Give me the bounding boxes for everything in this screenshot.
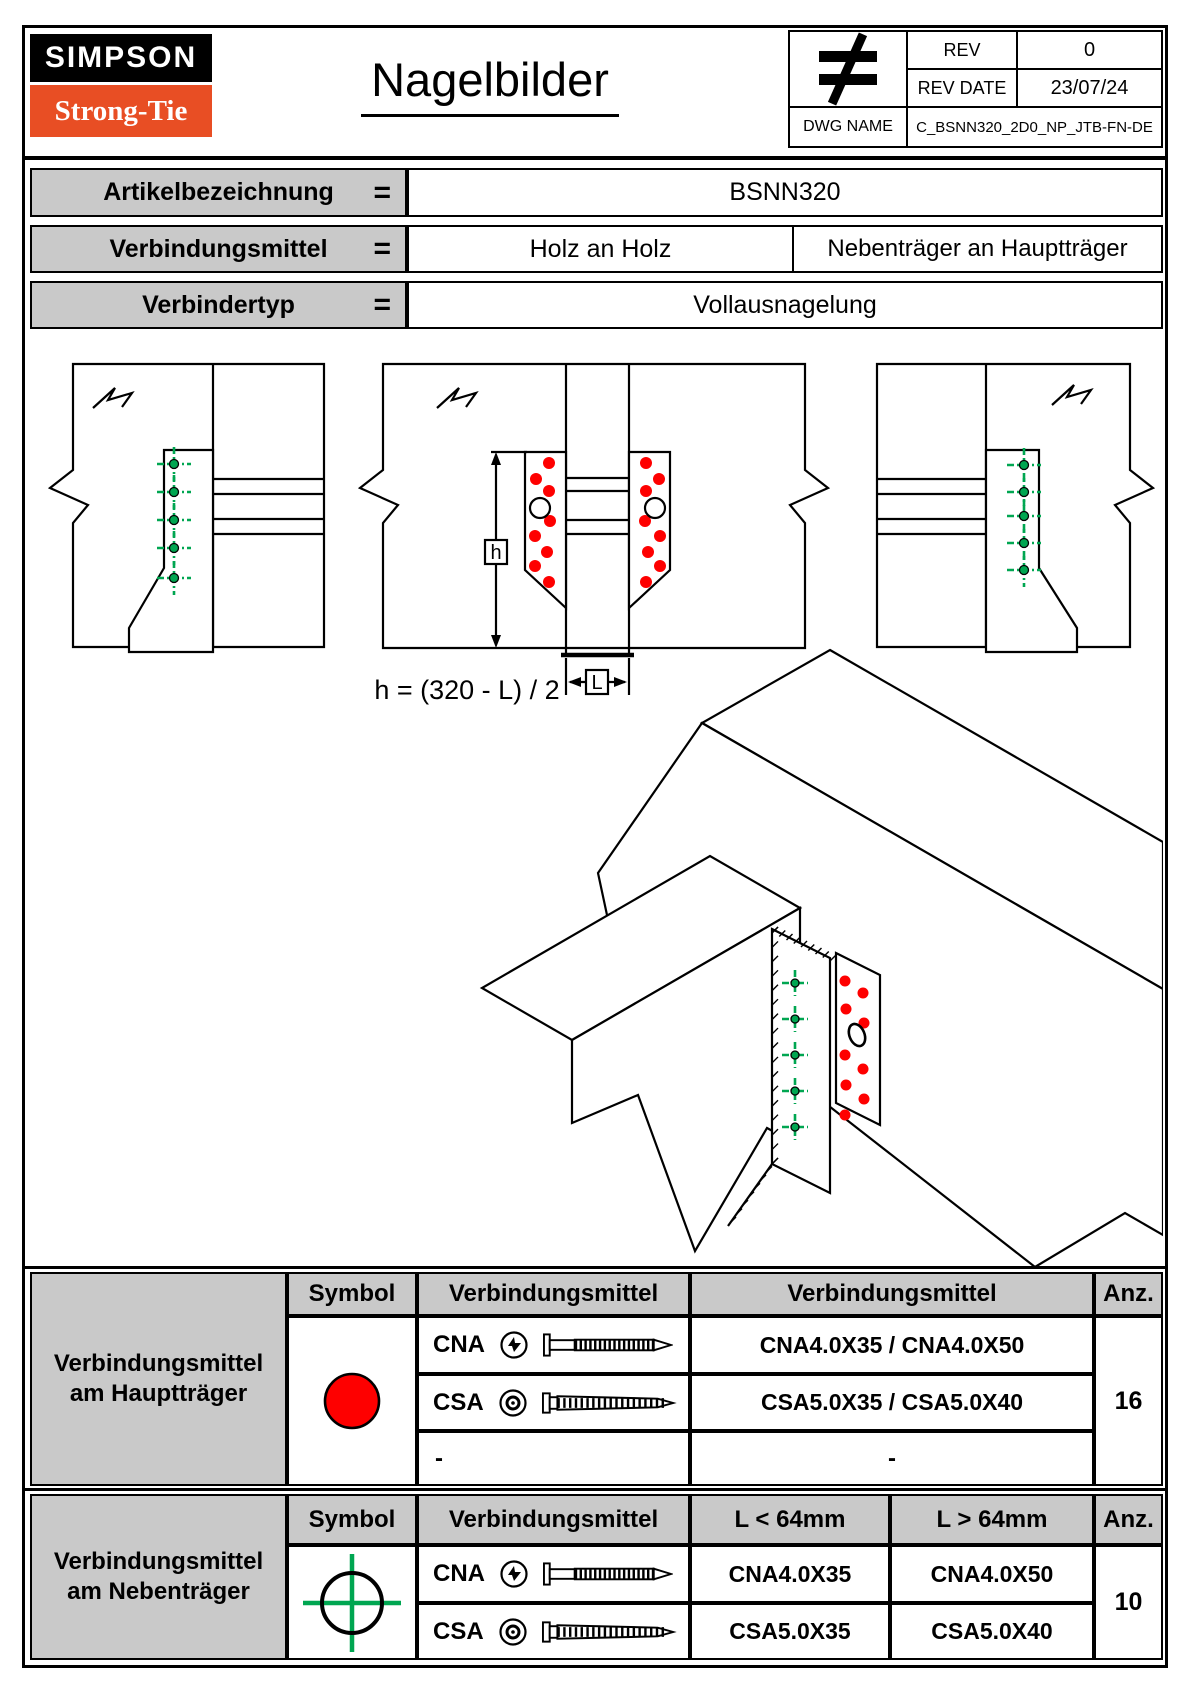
- table-secondary-col-symbol: Symbol: [287, 1494, 417, 1545]
- rev-date-value: 23/07/24: [1016, 68, 1163, 108]
- table-main-dash-products: -: [690, 1431, 1094, 1486]
- table-secondary-qty: 10: [1094, 1545, 1163, 1660]
- table-secondary-col-fastener: Verbindungsmittel: [417, 1494, 690, 1545]
- header-divider: [22, 156, 1168, 160]
- info-label-text: Verbindertyp: [142, 290, 295, 319]
- nail-pattern-drawing: [30, 333, 1163, 1268]
- info-label-text: Verbindungsmittel: [109, 234, 328, 263]
- l-dimension: [566, 658, 629, 695]
- csa-screw-icon: [542, 1390, 677, 1416]
- table-secondary-col-qty: Anz.: [1094, 1494, 1163, 1545]
- dwg-name-value: C_BSNN320_2D0_NP_JTB-FN-DE: [906, 106, 1163, 148]
- equals-sign: =: [373, 175, 391, 209]
- table-secondary-col-lsmall: L < 64mm: [690, 1494, 890, 1545]
- table-main-cna-products: CNA4.0X35 / CNA4.0X50: [690, 1316, 1094, 1374]
- table-secondary-csa-llarge: CSA5.0X40: [890, 1603, 1094, 1660]
- cna-nail-icon: [543, 1332, 673, 1358]
- table-secondary-symbol-cell: [287, 1545, 417, 1660]
- table-main-symbol-cell: [287, 1316, 417, 1486]
- table-main-qty: 16: [1094, 1316, 1163, 1486]
- rev-date-label: REV DATE: [906, 68, 1018, 108]
- tables-divider: [22, 1488, 1168, 1491]
- not-equal-cell: [788, 30, 908, 108]
- info-row-verbindertyp-label: [30, 281, 407, 329]
- table-secondary-cna-cell: [417, 1545, 690, 1603]
- table-secondary-row-label: [30, 1494, 287, 1660]
- table-secondary-col-llarge: L > 64mm: [890, 1494, 1094, 1545]
- flange-hole-left: [530, 498, 550, 518]
- table-main-csa-products: CSA5.0X35 / CSA5.0X40: [690, 1374, 1094, 1431]
- flange-hole-right: [645, 498, 665, 518]
- csa-head-icon: [498, 1388, 528, 1418]
- isometric-view: [482, 650, 1163, 1267]
- page-title-text: Nagelbilder: [361, 53, 619, 117]
- info-artikel-value: BSNN320: [407, 168, 1163, 217]
- table-main-cna-cell: [417, 1316, 690, 1374]
- not-equal-icon: [816, 34, 880, 104]
- table-secondary-csa-cell: [417, 1603, 690, 1660]
- csa-head-icon: [498, 1617, 528, 1647]
- logo-strongtie-text: Strong-Tie: [30, 85, 212, 137]
- table-main-row-label: [30, 1272, 287, 1486]
- label-line1: Verbindungsmittel: [53, 1548, 264, 1575]
- table-main-col-fastener: Verbindungsmittel: [417, 1272, 690, 1316]
- table-main-col-qty: Anz.: [1094, 1272, 1163, 1316]
- svg-text:h: h: [490, 542, 502, 564]
- table-secondary-cna-llarge: CNA4.0X50: [890, 1545, 1094, 1603]
- table-main-col-symbol: Symbol: [287, 1272, 417, 1316]
- cna-head-icon: [499, 1559, 529, 1589]
- side-view-left: [50, 364, 324, 652]
- secondary-beam-nail-symbol: [297, 1548, 407, 1658]
- info-row-artikel-label: [30, 168, 407, 217]
- fastener-code: CNA: [433, 1331, 485, 1358]
- drawing-bottom-divider: [22, 1266, 1168, 1269]
- label-line2: am Nebenträger: [67, 1578, 250, 1605]
- fastener-code: CNA: [433, 1560, 485, 1587]
- main-beam-nail-symbol: [317, 1366, 387, 1436]
- svg-text:L: L: [591, 672, 603, 694]
- info-verbindungsmittel-right: Nebenträger an Hauptträger: [792, 225, 1163, 273]
- logo-simpson-text: SIMPSON: [30, 34, 212, 82]
- table-main-csa-cell: [417, 1374, 690, 1431]
- table-main-dash-cell: -: [417, 1431, 690, 1486]
- rev-label: REV: [906, 30, 1018, 70]
- table-secondary-csa-lsmall: CSA5.0X35: [690, 1603, 890, 1660]
- info-verbindungsmittel-left: Holz an Holz: [407, 225, 794, 273]
- cna-head-icon: [499, 1330, 529, 1360]
- rev-value: 0: [1016, 30, 1163, 70]
- brand-logo: [30, 34, 212, 137]
- info-row-verbindungsmittel-label: [30, 225, 407, 273]
- connector-web-3d: [772, 929, 830, 1193]
- page-title: [270, 52, 710, 107]
- label-line2: am Hauptträger: [69, 1380, 248, 1407]
- side-view-right: [877, 364, 1153, 652]
- table-secondary-cna-lsmall: CNA4.0X35: [690, 1545, 890, 1603]
- front-view: [360, 364, 828, 705]
- label-line1: Verbindungsmittel: [53, 1350, 264, 1377]
- info-label-text: Artikelbezeichnung: [103, 178, 334, 206]
- equals-sign: =: [373, 232, 391, 265]
- equals-sign: =: [373, 288, 391, 321]
- table-main-col-products: Verbindungsmittel: [690, 1272, 1094, 1316]
- h-formula-text: h = (320 - L) / 2: [374, 675, 560, 705]
- fastener-code: CSA: [433, 1617, 484, 1645]
- dwg-name-label: DWG NAME: [788, 106, 908, 148]
- csa-screw-icon: [542, 1619, 677, 1645]
- cna-nail-icon: [543, 1561, 673, 1587]
- fastener-code: CSA: [433, 1388, 484, 1416]
- info-verbindertyp-value: Vollausnagelung: [407, 281, 1163, 329]
